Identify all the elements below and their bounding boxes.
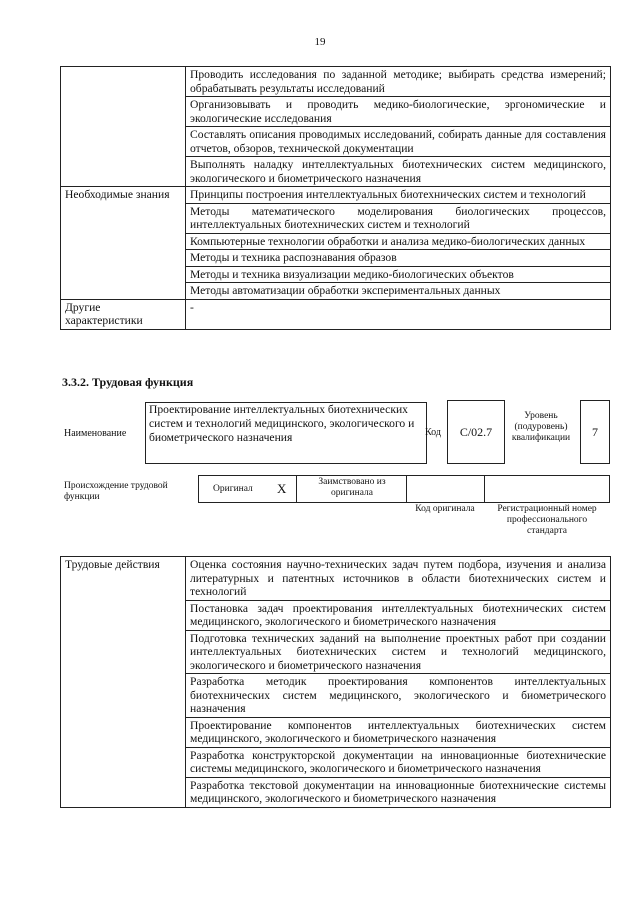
code-original-label: Код оригинала <box>415 504 475 514</box>
section-heading: 3.3.2. Трудовая функция <box>62 375 194 389</box>
origin-label: Происхождение трудовой функции <box>64 481 168 502</box>
table-cell: Компьютерные технологии обработки и анализа медико-биологических данных <box>186 233 611 250</box>
table-cell: Разработка текстовой документации на инновационные биотехнические системы медицинского, экологического и биометрического назначения <box>186 777 611 807</box>
level-value: 7 <box>580 400 610 464</box>
table-cell: Выполнять наладку интеллектуальных биотехнических систем медицинского, экологического и биометрического назначения <box>186 157 611 187</box>
table-cell: - <box>186 299 611 329</box>
table-cell: Составлять описания проводимых исследований, собирать данные для составления отчетов, обзоров, технической документации <box>186 127 611 157</box>
reg-number-label: Регистрационный номер профессионального стандарта <box>497 504 597 536</box>
borrowed-label: Заимствовано из оригинала <box>318 477 386 498</box>
row-label-knowledge: Необходимые знания <box>61 187 186 300</box>
table-cell: Проводить исследования по заданной методике; выбирать средства измерений; обрабатывать результаты исследований <box>186 67 611 97</box>
table-cell: Оценка состояния научно-технических задач путем подбора, изучения и анализа литературных и патентных источников в области биотехнических систем и технологий <box>186 557 611 601</box>
table-cell: Проектирование компонентов интеллектуальных биотехнических систем медицинского, экологического и биометрического назначения <box>186 717 611 747</box>
table-cell: Подготовка технических заданий на выполнение проектных работ при создании интеллектуальных биотехнических систем и технологий медицинского, экологического и биометрического назначения <box>186 630 611 674</box>
name-label: Наименование <box>64 428 127 439</box>
skills-knowledge-table <box>60 66 611 330</box>
original-mark: X <box>277 481 287 496</box>
table-cell: Методы математического моделирования биологических процессов, интеллектуальных биотехнических систем и технологий <box>186 203 611 233</box>
table-cell: Разработка методик проектирования компонентов интеллектуальных биотехнических систем медицинского, экологического и биометрического назначения <box>186 674 611 718</box>
table-cell: Принципы построения интеллектуальных биотехнических систем и технологий <box>186 187 611 204</box>
work-actions-table <box>60 556 611 808</box>
table-cell: Постановка задач проектирования интеллектуальных биотехнических систем медицинского, экологического и биометрического назначения <box>186 600 611 630</box>
row-label <box>61 67 186 187</box>
table-cell: Организовывать и проводить медико-биологические, эргономические и экологические исследования <box>186 97 611 127</box>
code-label: Код <box>425 427 441 438</box>
row-label-actions: Трудовые действия <box>61 557 186 808</box>
page-number: 19 <box>314 36 326 48</box>
divider <box>406 476 407 502</box>
code-value: C/02.7 <box>447 400 505 464</box>
table-cell: Методы и техника распознавания образов <box>186 250 611 267</box>
origin-row <box>198 475 610 503</box>
original-label: Оригинал <box>213 484 253 494</box>
divider <box>296 476 297 502</box>
table-cell: Методы и техника визуализации медико-биологических объектов <box>186 266 611 283</box>
level-label: Уровень (подуровень) квалификации <box>511 411 571 443</box>
row-label-other: Другие характеристики <box>61 299 186 329</box>
divider <box>484 476 485 502</box>
table-cell: Методы автоматизации обработки экспериментальных данных <box>186 283 611 300</box>
table-cell: Разработка конструкторской документации на инновационные биотехнические системы медицинского, экологического и биометрического назначения <box>186 747 611 777</box>
function-name-box: Проектирование интеллектуальных биотехнических систем и технологий медицинского, экологического и биометрического назначения <box>145 402 427 464</box>
